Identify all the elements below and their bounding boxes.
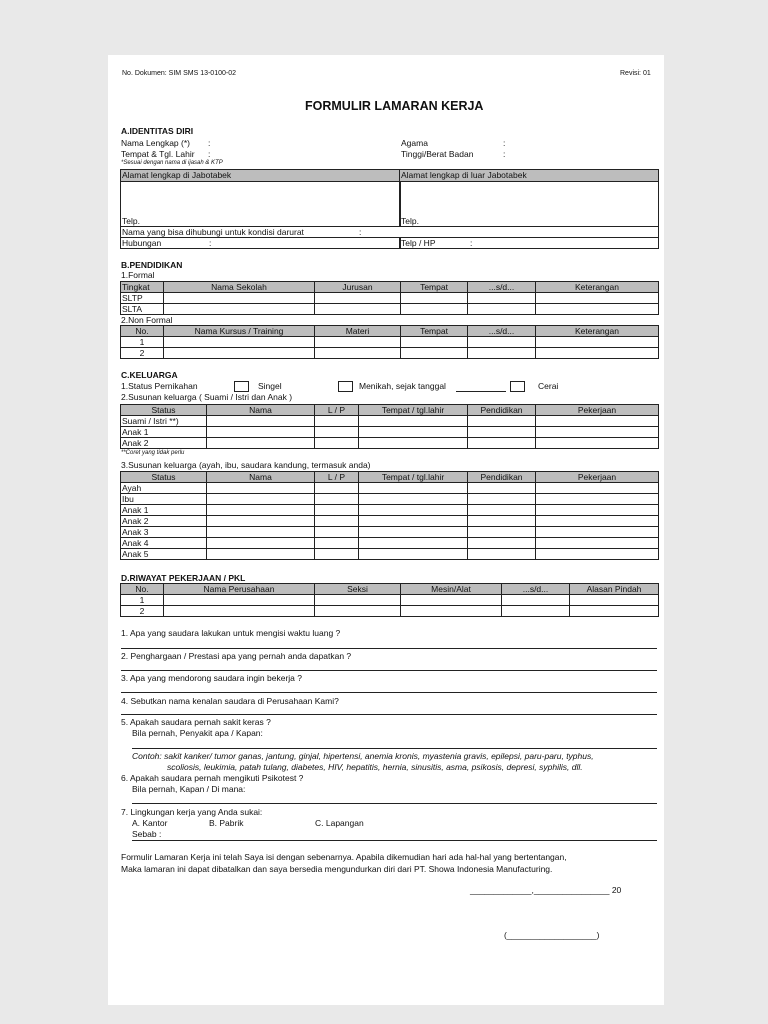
answer-line-4[interactable] [121, 714, 657, 715]
label-agama: Agama [401, 138, 428, 148]
table-row[interactable] [121, 494, 659, 505]
table-header: L / P [315, 405, 359, 416]
marriage-date-line[interactable] [456, 391, 506, 392]
family-table-2 [120, 471, 659, 560]
table-header: Pendidikan [468, 472, 536, 483]
signature-line[interactable]: (___________________) [504, 930, 600, 940]
section-a-heading: A.IDENTITAS DIRI [121, 126, 194, 136]
colon: : [209, 238, 212, 248]
marital-status-label: 1.Status Pernikahan [121, 381, 198, 391]
table-header: Seksi [315, 584, 401, 595]
table-header: Materi [315, 326, 401, 337]
table-header: Nama [207, 472, 315, 483]
option-kantor[interactable]: A. Kantor [132, 818, 168, 828]
table-header: ...s/d... [468, 326, 536, 337]
table-row[interactable] [121, 293, 659, 304]
row-label: SLTP [121, 293, 164, 304]
answer-line-1[interactable] [121, 648, 657, 649]
work-history-table [120, 583, 659, 617]
row-label: Suami / Istri **) [121, 416, 207, 427]
colon: : [503, 138, 506, 148]
address-outside-label: Alamat lengkap di luar Jabotabek [400, 170, 658, 182]
table-row[interactable] [121, 438, 659, 449]
menikah-label: Menikah, sejak tanggal [359, 381, 446, 391]
table-header: Tempat / tgl.lahir [359, 405, 468, 416]
note-ijasah: *Sesuai dengan nama di ijasah & KTP [121, 160, 223, 166]
answer-line-6[interactable] [132, 803, 657, 804]
table-row[interactable] [121, 483, 659, 494]
row-label: Anak 2 [121, 516, 207, 527]
formal-education-table [120, 281, 659, 315]
row-label: Ayah [121, 483, 207, 494]
phone-label: Telp / HP [401, 238, 436, 248]
table-header: Tingkat [121, 282, 164, 293]
relationship-label: Hubungan [122, 238, 162, 248]
family-structure-1-label: 2.Susunan keluarga ( Suami / Istri dan Anak ) [121, 392, 293, 402]
phone-row[interactable] [399, 237, 659, 249]
table-row[interactable] [121, 606, 659, 617]
table-row[interactable] [121, 427, 659, 438]
table-header: Keterangan [536, 326, 659, 337]
answer-line-3[interactable] [121, 692, 657, 693]
row-label: Anak 5 [121, 549, 207, 560]
table-row[interactable] [121, 549, 659, 560]
family-table-1 [120, 404, 659, 449]
question-3: 3. Apa yang mendorong saudara ingin bekerja ? [121, 673, 302, 683]
table-row[interactable] [121, 527, 659, 538]
question-1: 1. Apa yang saudara lakukan untuk mengisi waktu luang ? [121, 628, 341, 638]
sebab-label: Sebab : [132, 829, 162, 839]
table-header: Alasan Pindah [570, 584, 659, 595]
nonformal-label: 2.Non Formal [121, 315, 173, 325]
table-header: No. [121, 326, 164, 337]
telp-label: Telp. [401, 216, 419, 226]
question-7: 7. Lingkungan kerja yang Anda sukai: [121, 807, 263, 817]
table-row[interactable] [121, 538, 659, 549]
section-c-heading: C.KELUARGA [121, 370, 178, 380]
nonformal-education-table [120, 325, 659, 359]
row-label: Anak 2 [121, 438, 207, 449]
colon: : [503, 149, 506, 159]
cerai-checkbox[interactable] [510, 381, 525, 392]
colon: : [470, 238, 473, 248]
table-header: Status [121, 472, 207, 483]
colon: : [208, 138, 211, 148]
telp-label: Telp. [122, 216, 140, 226]
table-header: ...s/d... [502, 584, 570, 595]
singel-checkbox[interactable] [234, 381, 249, 392]
table-row[interactable] [121, 337, 659, 348]
table-header: No. [121, 584, 164, 595]
relationship-row[interactable] [120, 237, 401, 249]
table-header: Mesin/Alat [401, 584, 502, 595]
option-pabrik[interactable]: B. Pabrik [209, 818, 244, 828]
table-header: Keterangan [536, 282, 659, 293]
table-header: Nama Sekolah [164, 282, 315, 293]
table-header: Pekerjaan [536, 472, 659, 483]
row-label: Anak 4 [121, 538, 207, 549]
address-jabotabek-box[interactable] [120, 169, 401, 227]
table-row[interactable] [121, 416, 659, 427]
question-6-detail: Bila pernah, Kapan / Di mana: [132, 784, 246, 794]
table-header: Nama Kursus / Training [164, 326, 315, 337]
disease-examples-1: Contoh: sakit kanker/ tumor ganas, jantung, ginjal, hipertensi, anemia kronis, myastenia gravis, epilepsi, paru-paru, typhus, [132, 751, 594, 761]
table-header: Tempat / tgl.lahir [359, 472, 468, 483]
question-6: 6. Apakah saudara pernah mengikuti Psikotest ? [121, 773, 304, 783]
table-header: Pendidikan [468, 405, 536, 416]
declaration-line-2: Maka lamaran ini dapat dibatalkan dan saya bersedia mengundurkan diri dari PT. Showa Indonesia Manufacturing. [121, 864, 553, 874]
question-2: 2. Penghargaan / Prestasi apa yang pernah anda dapatkan ? [121, 651, 352, 661]
question-5-detail: Bila pernah, Penyakit apa / Kapan: [132, 728, 263, 738]
table-header: Tempat [401, 326, 468, 337]
table-row[interactable] [121, 516, 659, 527]
section-d-heading: D.RIWAYAT PEKERJAAN / PKL [121, 573, 246, 583]
option-lapangan[interactable]: C. Lapangan [315, 818, 364, 828]
table-header: Status [121, 405, 207, 416]
table-header: Nama Perusahaan [164, 584, 315, 595]
section-b-heading: B.PENDIDIKAN [121, 260, 183, 270]
row-label: Anak 1 [121, 505, 207, 516]
label-tinggi-berat: Tinggi/Berat Badan [401, 149, 474, 159]
colon: : [208, 149, 211, 159]
declaration-line-1: Formulir Lamaran Kerja ini telah Saya isi dengan sebenarnya. Apabila dikemudian hari ada hal-hal yang bertentangan, [121, 852, 567, 862]
menikah-checkbox[interactable] [338, 381, 353, 392]
answer-line-7[interactable] [132, 840, 657, 841]
coret-note: **Coret yang tidak perlu [121, 450, 185, 456]
formal-label: 1.Formal [121, 270, 155, 280]
colon: : [359, 227, 362, 237]
answer-line-2[interactable] [121, 670, 657, 671]
address-outside-box[interactable] [399, 169, 659, 227]
table-header: Tempat [401, 282, 468, 293]
row-label: SLTA [121, 304, 164, 315]
table-row[interactable] [121, 304, 659, 315]
table-header: Jurusan [315, 282, 401, 293]
table-header: Nama [207, 405, 315, 416]
table-header: L / P [315, 472, 359, 483]
singel-label: Singel [258, 381, 282, 391]
form-title: FORMULIR LAMARAN KERJA [305, 99, 484, 113]
revision-number: Revisi: 01 [620, 70, 651, 77]
row-label: Anak 3 [121, 527, 207, 538]
row-number: 2 [121, 606, 164, 617]
row-number: 1 [121, 337, 164, 348]
label-nama-lengkap: Nama Lengkap (*) [121, 138, 190, 148]
table-row[interactable] [121, 505, 659, 516]
date-line[interactable]: _____________,________________ 20 [470, 885, 622, 895]
question-5: 5. Apakah saudara pernah sakit keras ? [121, 717, 271, 727]
table-row[interactable] [121, 595, 659, 606]
row-number: 2 [121, 348, 164, 359]
table-row[interactable] [121, 348, 659, 359]
answer-line-5[interactable] [132, 748, 657, 749]
table-header: ...s/d... [468, 282, 536, 293]
row-label: Anak 1 [121, 427, 207, 438]
document-number: No. Dokumen: SIM SMS 13-0100-02 [122, 70, 236, 77]
family-structure-2-label: 3.Susunan keluarga (ayah, ibu, saudara kandung, termasuk anda) [121, 460, 371, 470]
disease-examples-2: scoliosis, leukimia, patah tulang, diabetes, HIV, hepatitis, hernia, sinusitis, asma, psikosis, depresi, syphilis, dll. [167, 762, 583, 772]
cerai-label: Cerai [538, 381, 559, 391]
emergency-contact-label: Nama yang bisa dihubungi untuk kondisi darurat [122, 227, 304, 237]
row-number: 1 [121, 595, 164, 606]
question-4: 4. Sebutkan nama kenalan saudara di Perusahaan Kami? [121, 696, 339, 706]
address-jabotabek-label: Alamat lengkap di Jabotabek [121, 170, 400, 182]
label-tempat-tgl-lahir: Tempat & Tgl. Lahir [121, 149, 195, 159]
row-label: Ibu [121, 494, 207, 505]
table-header: Pekerjaan [536, 405, 659, 416]
